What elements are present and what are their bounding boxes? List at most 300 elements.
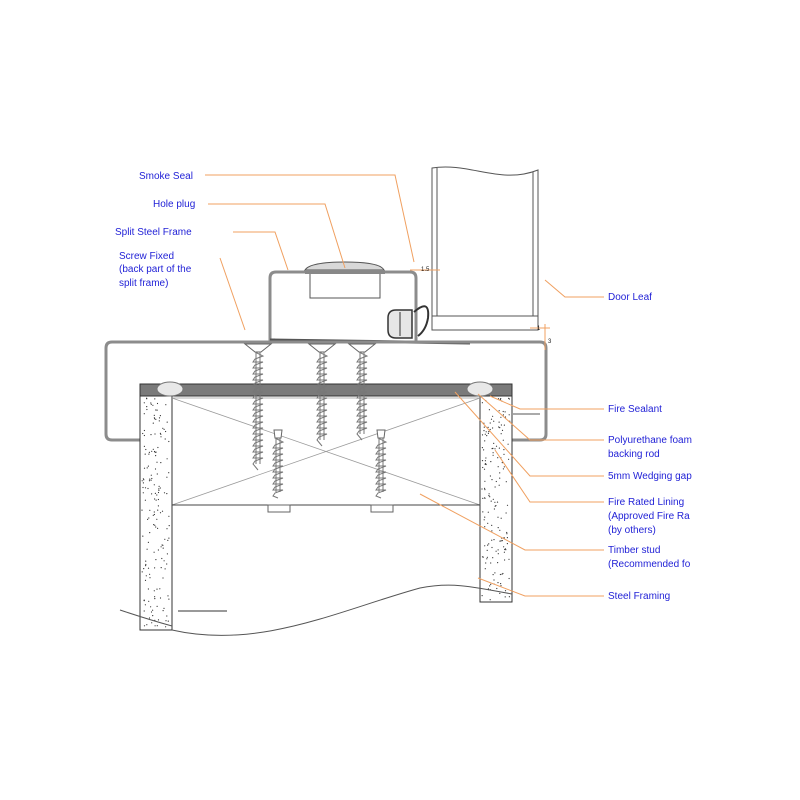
stipple-dot bbox=[508, 459, 509, 460]
stipple-dot bbox=[157, 447, 158, 448]
stipple-dot bbox=[156, 494, 157, 495]
stipple-dot bbox=[155, 526, 156, 527]
stipple-dot bbox=[509, 578, 510, 579]
stipple-dot bbox=[493, 443, 494, 444]
stipple-dot bbox=[496, 481, 497, 482]
stipple-dot bbox=[155, 559, 156, 560]
stipple-dot bbox=[499, 427, 500, 428]
stipple-dot bbox=[489, 409, 490, 410]
label-crop-mask bbox=[698, 430, 800, 580]
stipple-dot bbox=[491, 419, 492, 420]
stipple-dot bbox=[164, 429, 165, 430]
stipple-dot bbox=[147, 488, 148, 489]
stipple-dot bbox=[157, 510, 158, 511]
stipple-dot bbox=[158, 505, 159, 506]
dimension-marks bbox=[410, 267, 552, 350]
stipple-dot bbox=[486, 431, 487, 432]
stipple-dot bbox=[486, 435, 487, 436]
stipple-dot bbox=[151, 622, 152, 623]
stipple-dot bbox=[161, 546, 162, 547]
stipple-dot bbox=[501, 433, 502, 434]
stipple-dot bbox=[146, 624, 147, 625]
stipple-dot bbox=[158, 619, 159, 620]
stipple-dot bbox=[501, 424, 502, 425]
fixing-washer bbox=[268, 505, 290, 512]
stipple-dot bbox=[500, 583, 501, 584]
stipple-dot bbox=[151, 480, 152, 481]
stipple-dot bbox=[157, 403, 158, 404]
dim-gap-side: 3 bbox=[548, 339, 552, 345]
stipple-dot bbox=[150, 402, 151, 403]
stipple-dot bbox=[162, 577, 163, 578]
stipple-dot bbox=[167, 553, 168, 554]
stipple-dot bbox=[497, 582, 498, 583]
stipple-dot bbox=[487, 557, 488, 558]
label-split-steel-frame: Split Steel Frame bbox=[115, 227, 192, 238]
stipple-dot bbox=[490, 461, 491, 462]
stipple-dot bbox=[144, 610, 145, 611]
stipple-dot bbox=[153, 524, 154, 525]
stipple-dot bbox=[144, 435, 145, 436]
stipple-dot bbox=[483, 430, 484, 431]
stipple-dot bbox=[143, 482, 144, 483]
stipple-dot bbox=[489, 493, 490, 494]
stipple-dot bbox=[154, 514, 155, 515]
stipple-dot bbox=[508, 559, 509, 560]
stipple-dot bbox=[149, 452, 150, 453]
stipple-dot bbox=[491, 540, 492, 541]
stipple-dot bbox=[155, 468, 156, 469]
stipple-dot bbox=[159, 420, 160, 421]
stipple-dot bbox=[490, 584, 491, 585]
stipple-dot bbox=[482, 498, 483, 499]
stipple-dot bbox=[161, 558, 162, 559]
stipple-dot bbox=[146, 575, 147, 576]
stipple-dot bbox=[505, 596, 506, 597]
label-fire-lining-line3: (by others) bbox=[608, 525, 656, 536]
wall-screw-1 bbox=[273, 430, 283, 498]
label-steel-framing: Steel Framing bbox=[608, 591, 671, 602]
stipple-dot bbox=[158, 490, 159, 491]
stipple-dot bbox=[145, 500, 146, 501]
stipple-dot bbox=[156, 589, 157, 590]
stipple-dot bbox=[151, 478, 152, 479]
stipple-dot bbox=[485, 460, 486, 461]
stipple-dot bbox=[484, 517, 485, 518]
stipple-dot bbox=[149, 480, 150, 481]
stipple-dot bbox=[155, 409, 156, 410]
wall-lining-left bbox=[140, 396, 172, 630]
stipple-dot bbox=[160, 462, 161, 463]
stipple-dot bbox=[169, 525, 170, 526]
stipple-dot bbox=[168, 538, 169, 539]
stipple-dot bbox=[159, 417, 160, 418]
stipple-dot bbox=[143, 568, 144, 569]
stipple-dot bbox=[167, 458, 168, 459]
stipple-dot bbox=[149, 510, 150, 511]
stipple-dot bbox=[506, 533, 507, 534]
stipple-dot bbox=[155, 455, 156, 456]
stipple-dot bbox=[144, 402, 145, 403]
stipple-dot bbox=[163, 610, 164, 611]
stipple-dot bbox=[488, 431, 489, 432]
stipple-dot bbox=[500, 417, 501, 418]
stipple-dot bbox=[484, 481, 485, 482]
stipple-dot bbox=[484, 519, 485, 520]
stipple-dot bbox=[166, 615, 167, 616]
stipple-dot bbox=[484, 526, 485, 527]
stipple-dot bbox=[497, 502, 498, 503]
stipple-dot bbox=[509, 596, 510, 597]
stipple-dot bbox=[157, 410, 158, 411]
stipple-dot bbox=[504, 552, 505, 553]
stipple-dot bbox=[154, 484, 155, 485]
stipple-dot bbox=[499, 410, 500, 411]
stipple-dot bbox=[509, 414, 510, 415]
stipple-dot bbox=[498, 549, 499, 550]
stipple-dot bbox=[155, 419, 156, 420]
stipple-dot bbox=[489, 585, 490, 586]
stipple-dot bbox=[507, 543, 508, 544]
stipple-dot bbox=[506, 512, 507, 513]
backing-rod-right bbox=[467, 382, 493, 396]
stipple-dot bbox=[482, 595, 483, 596]
stipple-dot bbox=[168, 472, 169, 473]
stipple-dot bbox=[148, 601, 149, 602]
stipple-dot bbox=[145, 449, 146, 450]
stipple-dot bbox=[498, 527, 499, 528]
stipple-dot bbox=[154, 415, 155, 416]
stipple-dot bbox=[482, 467, 483, 468]
stipple-dot bbox=[149, 574, 150, 575]
stipple-dot bbox=[147, 549, 148, 550]
label-smoke-seal: Smoke Seal bbox=[139, 171, 193, 182]
stipple-dot bbox=[142, 480, 143, 481]
label-door-leaf: Door Leaf bbox=[608, 292, 652, 303]
stipple-dot bbox=[487, 545, 488, 546]
stipple-dot bbox=[155, 452, 156, 453]
stipple-dot bbox=[157, 606, 158, 607]
stipple-dot bbox=[491, 501, 492, 502]
stipple-dot bbox=[499, 530, 500, 531]
stipple-dot bbox=[482, 434, 483, 435]
stipple-dot bbox=[150, 606, 151, 607]
label-screw-fixed-line1: Screw Fixed bbox=[119, 251, 175, 262]
stipple-dot bbox=[145, 580, 146, 581]
stipple-dot bbox=[160, 597, 161, 598]
stipple-dot bbox=[496, 588, 497, 589]
stipple-dot bbox=[160, 512, 161, 513]
stipple-dot bbox=[168, 621, 169, 622]
stipple-dot bbox=[503, 454, 504, 455]
stipple-dot bbox=[488, 512, 489, 513]
stipple-dot bbox=[493, 574, 494, 575]
stipple-dot bbox=[487, 523, 488, 524]
label-wedging-gap: 5mm Wedging gap bbox=[608, 471, 692, 482]
stipple-dot bbox=[493, 539, 494, 540]
stipple-dot bbox=[166, 493, 167, 494]
backing-rod-left bbox=[157, 382, 183, 396]
stipple-dot bbox=[504, 466, 505, 467]
stipple-dot bbox=[492, 416, 493, 417]
stipple-dot bbox=[492, 427, 493, 428]
stipple-dot bbox=[148, 517, 149, 518]
stipple-dot bbox=[494, 448, 495, 449]
stipple-dot bbox=[485, 434, 486, 435]
stipple-dot bbox=[484, 469, 485, 470]
stipple-dot bbox=[490, 422, 491, 423]
stipple-dot bbox=[500, 398, 501, 399]
stipple-dot bbox=[148, 542, 149, 543]
stipple-dot bbox=[163, 608, 164, 609]
stipple-dot bbox=[493, 452, 494, 453]
stipple-dot bbox=[167, 540, 168, 541]
stipple-dot bbox=[503, 546, 504, 547]
stipple-dot bbox=[503, 440, 504, 441]
stipple-dot bbox=[485, 457, 486, 458]
smoke-seal bbox=[388, 306, 428, 338]
stipple-dot bbox=[158, 492, 159, 493]
screw-1 bbox=[245, 344, 271, 470]
stipple-dot bbox=[485, 568, 486, 569]
stipple-dot bbox=[148, 454, 149, 455]
stipple-dot bbox=[151, 404, 152, 405]
stipple-dot bbox=[142, 571, 143, 572]
stipple-dot bbox=[158, 499, 159, 500]
stipple-dot bbox=[159, 588, 160, 589]
stipple-dot bbox=[161, 567, 162, 568]
stipple-dot bbox=[484, 488, 485, 489]
stipple-dot bbox=[488, 427, 489, 428]
stipple-dot bbox=[499, 485, 500, 486]
stipple-dot bbox=[150, 434, 151, 435]
stipple-dot bbox=[159, 486, 160, 487]
label-screw-fixed-line3: split frame) bbox=[119, 278, 169, 289]
stipple-dot bbox=[146, 406, 147, 407]
stipple-dot bbox=[162, 428, 163, 429]
stipple-dot bbox=[168, 516, 169, 517]
stipple-dot bbox=[488, 495, 489, 496]
stipple-dot bbox=[157, 625, 158, 626]
stipple-dot bbox=[144, 446, 145, 447]
door-leaf bbox=[432, 167, 538, 330]
stipple-dot bbox=[154, 598, 155, 599]
label-timber-stud-line1: Timber stud bbox=[608, 545, 661, 556]
stipple-dot bbox=[153, 515, 154, 516]
stipple-dot bbox=[496, 551, 497, 552]
stipple-dot bbox=[142, 433, 143, 434]
stipple-dot bbox=[505, 411, 506, 412]
stipple-dot bbox=[147, 519, 148, 520]
stipple-dot bbox=[154, 498, 155, 499]
stipple-dot bbox=[165, 431, 166, 432]
stipple-dot bbox=[485, 463, 486, 464]
stipple-dot bbox=[490, 429, 491, 430]
stipple-dot bbox=[149, 577, 150, 578]
stipple-dot bbox=[152, 610, 153, 611]
stipple-dot bbox=[498, 426, 499, 427]
stipple-dot bbox=[499, 422, 500, 423]
stipple-dot bbox=[508, 444, 509, 445]
stipple-dot bbox=[503, 468, 504, 469]
stipple-dot bbox=[483, 449, 484, 450]
stipple-dot bbox=[505, 590, 506, 591]
stipple-dot bbox=[504, 425, 505, 426]
dim-gap-leaf: 1 bbox=[537, 326, 541, 332]
stipple-dot bbox=[484, 497, 485, 498]
stipple-dot bbox=[491, 525, 492, 526]
stipple-dot bbox=[166, 563, 167, 564]
stipple-dot bbox=[156, 462, 157, 463]
stipple-dot bbox=[163, 548, 164, 549]
stipple-dot bbox=[502, 430, 503, 431]
stipple-dot bbox=[156, 500, 157, 501]
stipple-dot bbox=[497, 517, 498, 518]
stipple-dot bbox=[154, 552, 155, 553]
stipple-dot bbox=[166, 477, 167, 478]
stipple-dot bbox=[144, 625, 145, 626]
stipple-dot bbox=[484, 427, 485, 428]
label-pu-foam-line2: backing rod bbox=[608, 449, 660, 460]
stipple-dot bbox=[494, 502, 495, 503]
stipple-dot bbox=[155, 493, 156, 494]
stipple-dot bbox=[497, 457, 498, 458]
stipple-dot bbox=[504, 559, 505, 560]
stipple-dot bbox=[507, 505, 508, 506]
stipple-dot bbox=[481, 488, 482, 489]
stipple-dot bbox=[151, 475, 152, 476]
stipple-dot bbox=[152, 405, 153, 406]
stipple-dot bbox=[147, 467, 148, 468]
stipple-dot bbox=[166, 528, 167, 529]
stipple-dot bbox=[495, 486, 496, 487]
stipple-dot bbox=[160, 415, 161, 416]
stipple-dot bbox=[492, 448, 493, 449]
stipple-dot bbox=[154, 567, 155, 568]
label-timber-stud-line2: (Recommended fo bbox=[608, 559, 691, 570]
dim-gap-top: 1.5 bbox=[421, 267, 430, 273]
stipple-dot bbox=[154, 417, 155, 418]
stipple-dot bbox=[145, 487, 146, 488]
stipple-dot bbox=[482, 447, 483, 448]
stipple-dot bbox=[507, 537, 508, 538]
stipple-dot bbox=[168, 599, 169, 600]
stipple-dot bbox=[145, 564, 146, 565]
label-fire-sealant: Fire Sealant bbox=[608, 404, 662, 415]
stipple-dot bbox=[168, 441, 169, 442]
stipple-dot bbox=[149, 479, 150, 480]
stipple-dot bbox=[165, 404, 166, 405]
stipple-dot bbox=[154, 433, 155, 434]
stipple-dot bbox=[144, 468, 145, 469]
stipple-dot bbox=[149, 617, 150, 618]
stipple-dot bbox=[148, 568, 149, 569]
stipple-dot bbox=[165, 568, 166, 569]
stipple-dot bbox=[157, 473, 158, 474]
label-fire-lining-line2: (Approved Fire Ra bbox=[608, 511, 690, 522]
stipple-dot bbox=[493, 421, 494, 422]
stipple-dot bbox=[154, 525, 155, 526]
stipple-dot bbox=[154, 511, 155, 512]
stipple-dot bbox=[165, 620, 166, 621]
stipple-dot bbox=[493, 579, 494, 580]
stipple-dot bbox=[145, 604, 146, 605]
stipple-dot bbox=[153, 449, 154, 450]
stipple-dot bbox=[499, 478, 500, 479]
stipple-dot bbox=[484, 440, 485, 441]
stipple-dot bbox=[167, 595, 168, 596]
stipple-dot bbox=[487, 550, 488, 551]
stipple-dot bbox=[482, 511, 483, 512]
stipple-dot bbox=[155, 625, 156, 626]
stipple-dot bbox=[502, 540, 503, 541]
stipple-dot bbox=[498, 553, 499, 554]
stipple-dot bbox=[142, 536, 143, 537]
stipple-dot bbox=[144, 600, 145, 601]
stipple-dot bbox=[494, 572, 495, 573]
label-screw-fixed-line2: (back part of the bbox=[119, 264, 192, 275]
stipple-dot bbox=[143, 492, 144, 493]
stipple-dot bbox=[505, 548, 506, 549]
stipple-dot bbox=[498, 466, 499, 467]
stipple-dot bbox=[145, 454, 146, 455]
stipple-dot bbox=[160, 436, 161, 437]
stipple-dot bbox=[499, 593, 500, 594]
stipple-dot bbox=[151, 611, 152, 612]
stipple-dot bbox=[153, 423, 154, 424]
stipple-dot bbox=[490, 599, 491, 600]
wall-screw-2 bbox=[376, 430, 386, 498]
stipple-dot bbox=[158, 549, 159, 550]
stipple-dot bbox=[146, 398, 147, 399]
stipple-dot bbox=[165, 438, 166, 439]
stipple-dot bbox=[164, 539, 165, 540]
stipple-dot bbox=[488, 433, 489, 434]
stipple-dot bbox=[489, 496, 490, 497]
stipple-dot bbox=[491, 479, 492, 480]
stipple-dot bbox=[503, 449, 504, 450]
stipple-dot bbox=[488, 543, 489, 544]
stipple-dot bbox=[484, 489, 485, 490]
stipple-dot bbox=[497, 562, 498, 563]
stipple-dot bbox=[499, 448, 500, 449]
stipple-dot bbox=[485, 562, 486, 563]
stipple-dot bbox=[506, 532, 507, 533]
label-fire-lining-line1: Fire Rated Lining bbox=[608, 497, 685, 508]
stipple-dot bbox=[495, 506, 496, 507]
stipple-dot bbox=[490, 475, 491, 476]
stipple-dot bbox=[141, 510, 142, 511]
stipple-dot bbox=[156, 519, 157, 520]
stipple-dot bbox=[151, 493, 152, 494]
stipple-dot bbox=[154, 398, 155, 399]
stipple-dot bbox=[499, 472, 500, 473]
stipple-dot bbox=[148, 588, 149, 589]
stipple-dot bbox=[492, 557, 493, 558]
stipple-dot bbox=[491, 547, 492, 548]
stipple-dot bbox=[160, 487, 161, 488]
stipple-dot bbox=[503, 411, 504, 412]
stipple-dot bbox=[501, 518, 502, 519]
stipple-dot bbox=[493, 455, 494, 456]
stipple-dot bbox=[491, 530, 492, 531]
stipple-dot bbox=[149, 532, 150, 533]
stipple-dot bbox=[165, 626, 166, 627]
stipple-dot bbox=[160, 433, 161, 434]
stipple-dot bbox=[144, 413, 145, 414]
label-pu-foam-line1: Polyurethane foam bbox=[608, 435, 692, 446]
stipple-dot bbox=[143, 478, 144, 479]
